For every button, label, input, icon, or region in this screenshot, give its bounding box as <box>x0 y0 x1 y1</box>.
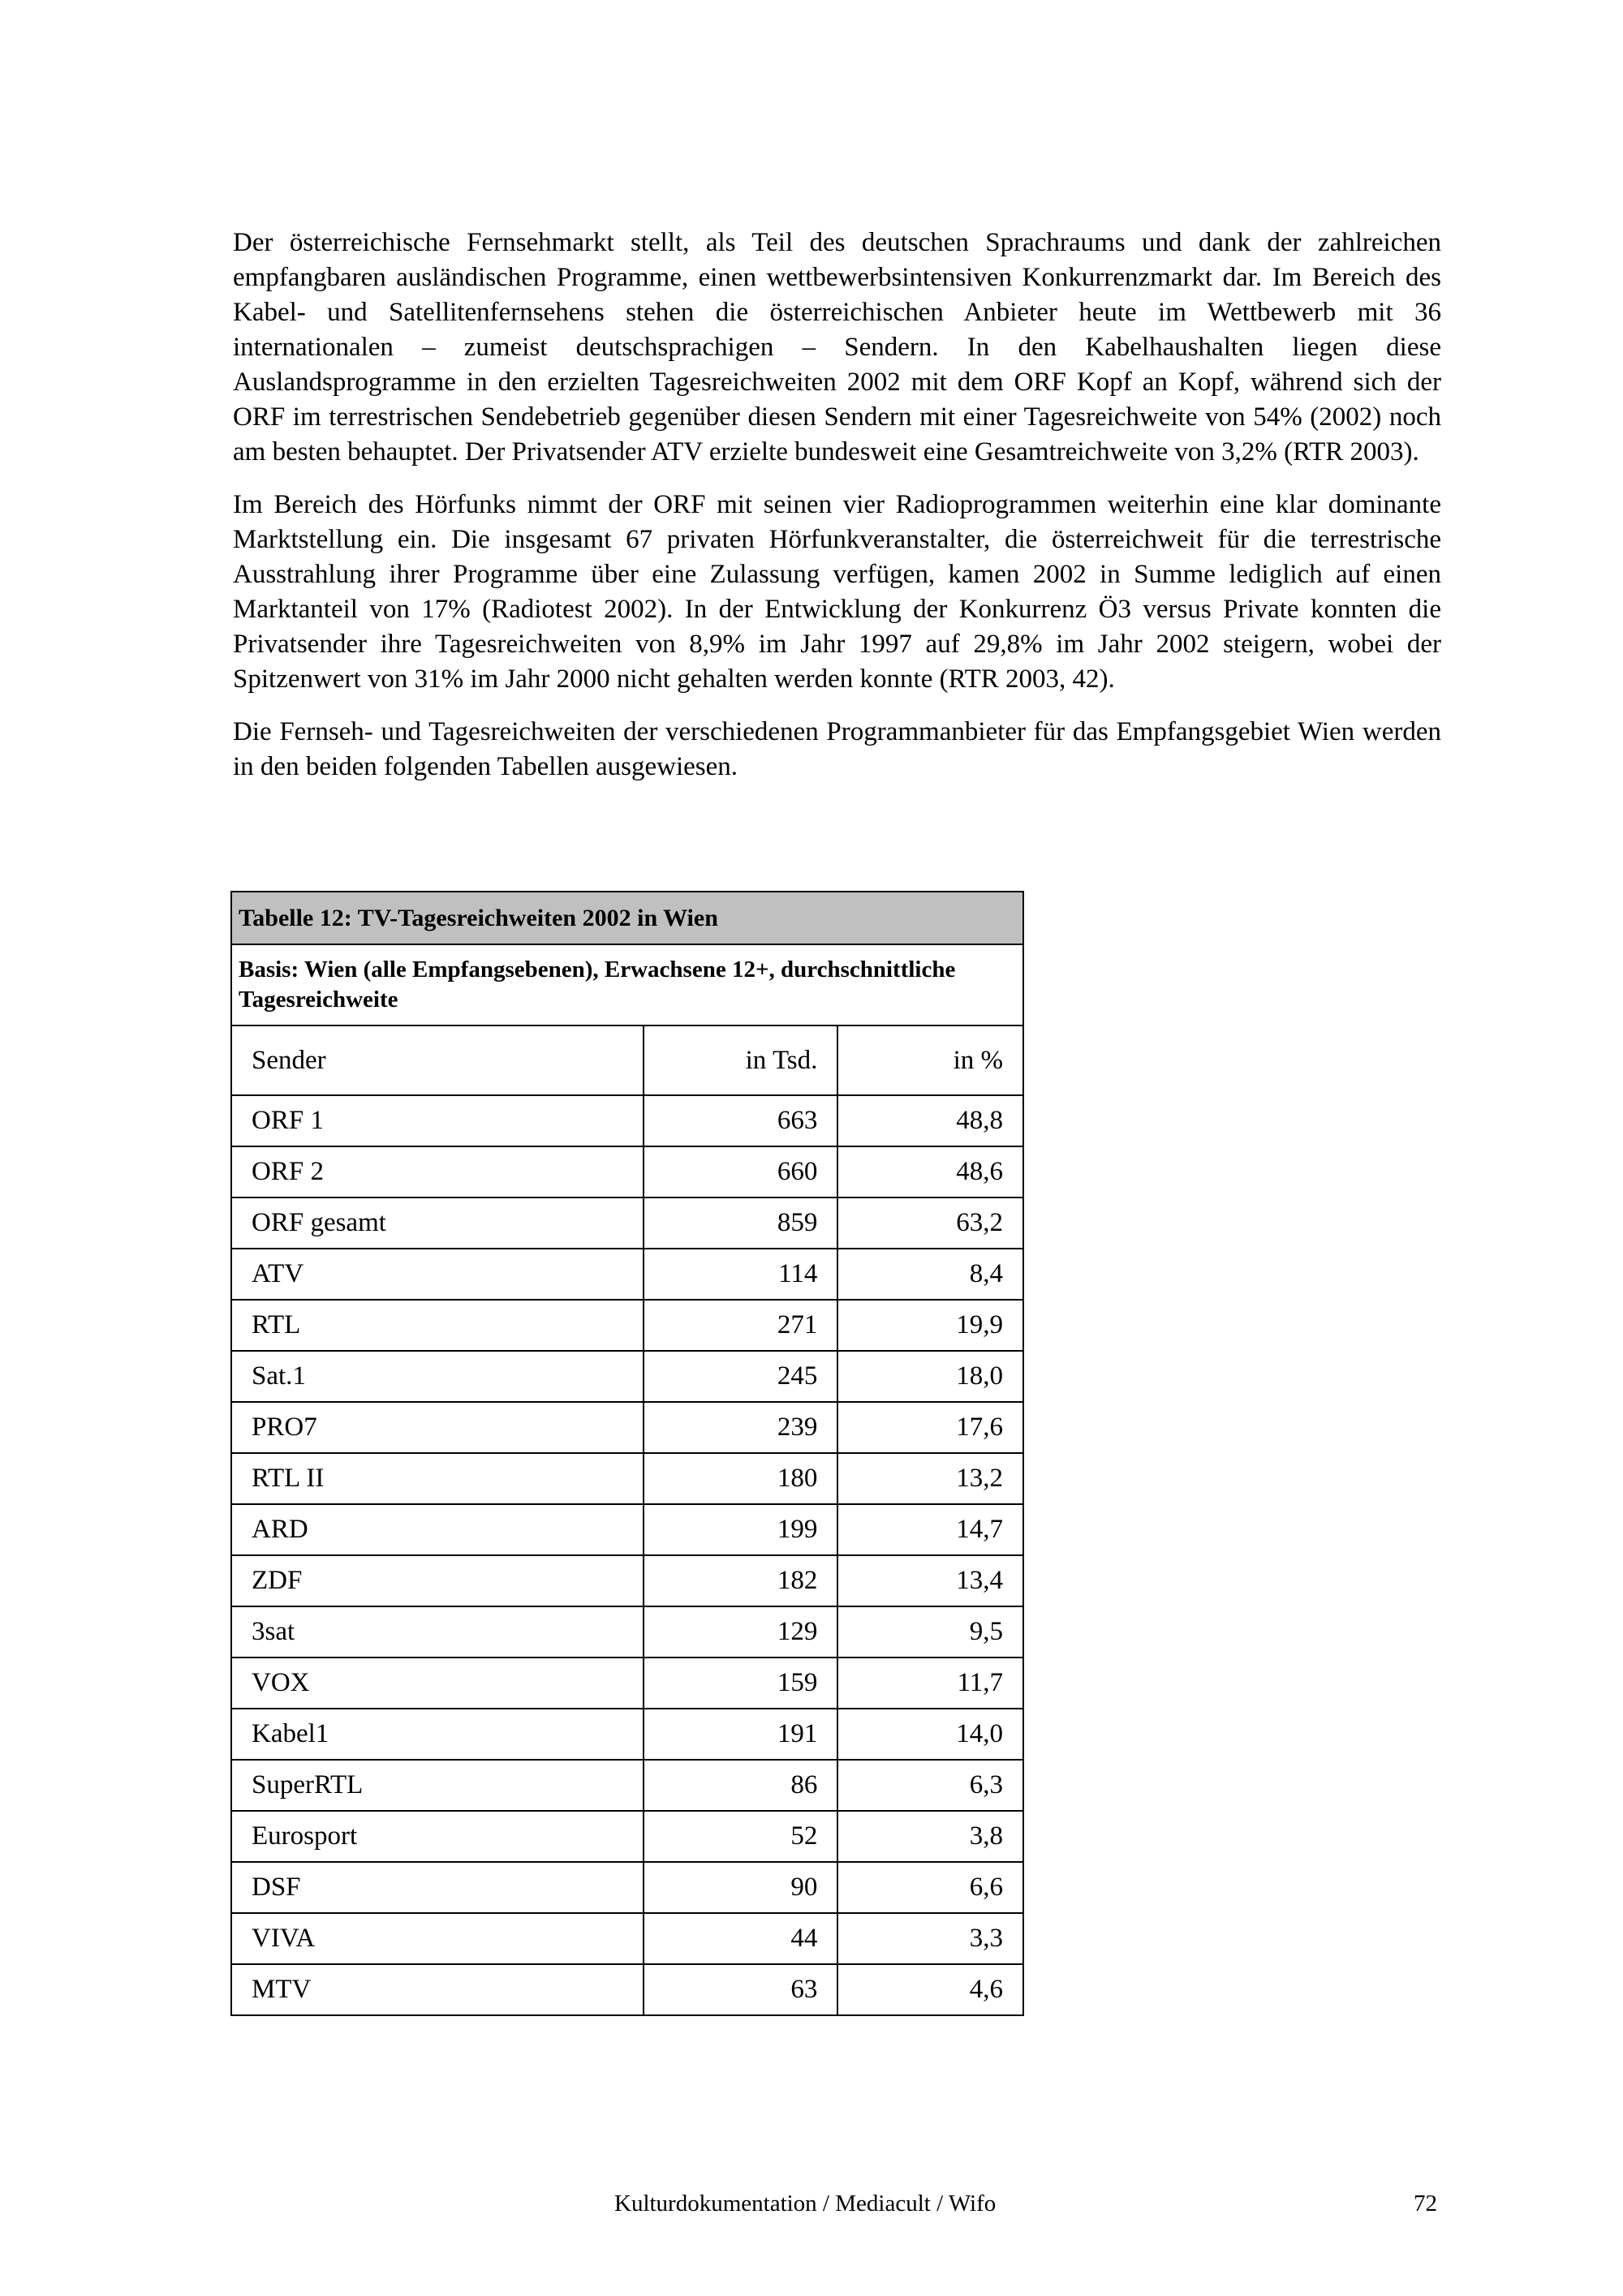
cell-tsd: 191 <box>644 1709 838 1760</box>
paragraph: Im Bereich des Hörfunks nimmt der ORF mit seinen vier Radioprogrammen weiterhin eine klar dominante Marktstellung ein. Die insgesamt 67 privaten Hörfunkveranstalter, die österreichweit für die terrestrische Ausstrahlung ihrer Programme über eine Zulassung verfügen, kamen 2002 in Summe lediglich auf einen Marktanteil von 17% (Radiotest 2002). In der Entwicklung der Konkurrenz Ö3 versus Private konnten die Privatsender ihre Tagesreichweiten von 8,9% im Jahr 1997 auf 29,8% im Jahr 2002 steigern, wobei der Spitzenwert von 31% im Jahr 2000 nicht gehalten werden konnte (RTR 2003, 42). <box>233 490 1441 694</box>
cell-percent: 48,6 <box>837 1146 1023 1197</box>
cell-percent: 17,6 <box>837 1402 1023 1453</box>
cell-sender: ORF 1 <box>231 1095 644 1146</box>
table-row <box>231 1453 1023 1504</box>
table-row <box>231 1300 1023 1351</box>
cell-sender: PRO7 <box>231 1402 644 1453</box>
table-row <box>231 1709 1023 1760</box>
cell-sender: ARD <box>231 1504 644 1555</box>
cell-percent: 19,9 <box>837 1300 1023 1351</box>
body-text <box>233 226 1441 802</box>
cell-sender: Eurosport <box>231 1811 644 1862</box>
cell-tsd: 180 <box>644 1453 838 1504</box>
table-row <box>231 1760 1023 1811</box>
cell-tsd: 52 <box>644 1811 838 1862</box>
page-number: 72 <box>1414 2191 1437 2216</box>
cell-tsd: 63 <box>644 1964 838 2015</box>
table-row <box>231 1862 1023 1913</box>
cell-percent: 48,8 <box>837 1095 1023 1146</box>
cell-tsd: 660 <box>644 1146 838 1197</box>
paragraph: Der österreichische Fernsehmarkt stellt, als Teil des deutschen Sprachraums und dank der zahlreichen empfangbaren ausländischen Programme, einen wettbewerbsintensiven Konkurrenzmarkt dar. Im Bereich des Kabel- und Satellitenfernsehens stehen die österreichischen Anbieter heute im Wettbewerb mit 36 internationalen – zumeist deutschsprachigen – Sendern. In den Kabelhaushalten liegen diese Auslandsprogramme in den erzielten Tagesreichweiten 2002 mit dem ORF Kopf an Kopf, während sich der ORF im terrestrischen Sendebetrieb gegenüber diesen Sendern mit einer Tagesreichweite von 54% (2002) noch am besten behauptet. Der Privatsender ATV erzielte bundesweit eine Gesamtreichweite von 3,2% (RTR 2003). <box>233 228 1441 467</box>
cell-sender: VIVA <box>231 1913 644 1964</box>
cell-percent: 11,7 <box>837 1658 1023 1709</box>
cell-sender: VOX <box>231 1658 644 1709</box>
tv-reach-table <box>230 891 1024 2016</box>
header-tsd: in Tsd. <box>644 1025 838 1095</box>
cell-sender: ORF 2 <box>231 1146 644 1197</box>
cell-percent: 14,0 <box>837 1709 1023 1760</box>
table-row <box>231 1095 1023 1146</box>
table-row <box>231 1402 1023 1453</box>
cell-tsd: 245 <box>644 1351 838 1402</box>
cell-sender: ZDF <box>231 1555 644 1606</box>
table-title: Tabelle 12: TV-Tagesreichweiten 2002 in Wien <box>231 892 1023 944</box>
table-row <box>231 1606 1023 1658</box>
cell-percent: 18,0 <box>837 1351 1023 1402</box>
header-percent: in % <box>837 1025 1023 1095</box>
footer-source: Kulturdokumentation / Mediacult / Wifo <box>614 2191 997 2216</box>
cell-percent: 3,3 <box>837 1913 1023 1964</box>
cell-sender: Kabel1 <box>231 1709 644 1760</box>
cell-tsd: 182 <box>644 1555 838 1606</box>
cell-percent: 3,8 <box>837 1811 1023 1862</box>
table-row <box>231 1964 1023 2015</box>
table-row <box>231 1351 1023 1402</box>
cell-sender: ORF gesamt <box>231 1197 644 1249</box>
cell-percent: 6,6 <box>837 1862 1023 1913</box>
cell-percent: 6,3 <box>837 1760 1023 1811</box>
cell-tsd: 114 <box>644 1249 838 1300</box>
paragraph: Die Fernseh- und Tagesreichweiten der verschiedenen Programmanbieter für das Empfangsgebiet Wien werden in den beiden folgenden Tabellen ausgewiesen. <box>233 717 1441 781</box>
cell-tsd: 129 <box>644 1606 838 1658</box>
cell-sender: Sat.1 <box>231 1351 644 1402</box>
cell-sender: ATV <box>231 1249 644 1300</box>
table-row <box>231 1811 1023 1862</box>
header-sender: Sender <box>231 1025 644 1095</box>
cell-tsd: 199 <box>644 1504 838 1555</box>
cell-percent: 8,4 <box>837 1249 1023 1300</box>
cell-percent: 13,2 <box>837 1453 1023 1504</box>
cell-percent: 63,2 <box>837 1197 1023 1249</box>
table-header-row <box>231 1025 1023 1095</box>
cell-tsd: 44 <box>644 1913 838 1964</box>
cell-sender: 3sat <box>231 1606 644 1658</box>
cell-tsd: 271 <box>644 1300 838 1351</box>
cell-sender: RTL <box>231 1300 644 1351</box>
cell-percent: 13,4 <box>837 1555 1023 1606</box>
table-row <box>231 1658 1023 1709</box>
table-row <box>231 1504 1023 1555</box>
cell-sender: MTV <box>231 1964 644 2015</box>
cell-percent: 14,7 <box>837 1504 1023 1555</box>
cell-tsd: 86 <box>644 1760 838 1811</box>
cell-tsd: 159 <box>644 1658 838 1709</box>
table-basis: Basis: Wien (alle Empfangsebenen), Erwachsene 12+, durchschnittliche Tagesreichweite <box>231 944 1023 1025</box>
cell-tsd: 859 <box>644 1197 838 1249</box>
table-row <box>231 1249 1023 1300</box>
table-row <box>231 1197 1023 1249</box>
cell-sender: DSF <box>231 1862 644 1913</box>
cell-tsd: 663 <box>644 1095 838 1146</box>
cell-percent: 9,5 <box>837 1606 1023 1658</box>
cell-percent: 4,6 <box>837 1964 1023 2015</box>
cell-tsd: 239 <box>644 1402 838 1453</box>
cell-tsd: 90 <box>644 1862 838 1913</box>
cell-sender: RTL II <box>231 1453 644 1504</box>
cell-sender: SuperRTL <box>231 1760 644 1811</box>
table-row <box>231 1555 1023 1606</box>
table-row <box>231 1146 1023 1197</box>
table-row <box>231 1913 1023 1964</box>
